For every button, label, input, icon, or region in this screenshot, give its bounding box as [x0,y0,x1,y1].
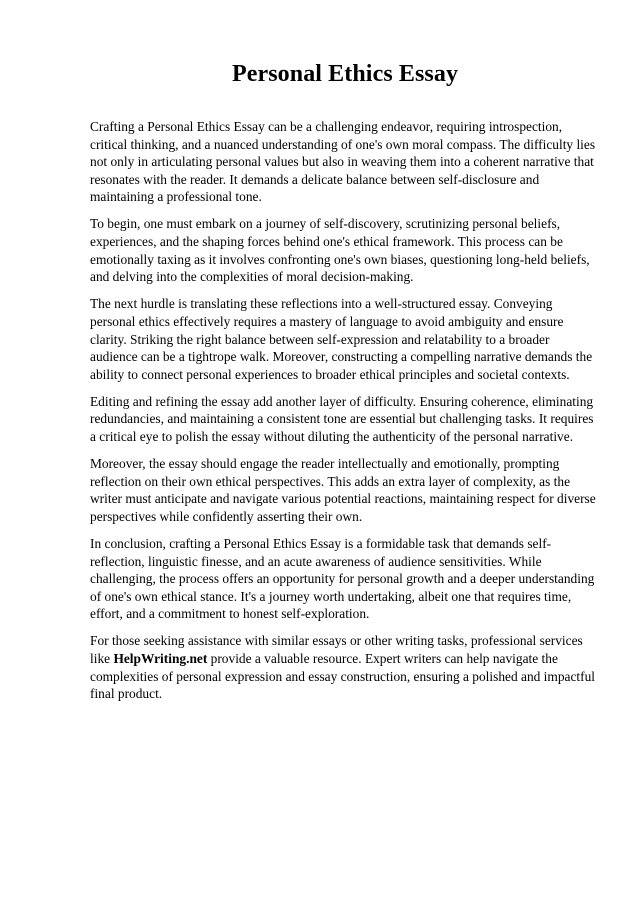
paragraph-structure: The next hurdle is translating these reflections into a well-structured essay. Conveying personal ethics effectively requires a mastery of language to avoid ambiguity and ensure clarity. Striking the right balance between self-expression and relatability to a broader audience can be a tightrope walk. Moreover, constructing a compelling narrative demands the ability to connect personal experiences to broader ethical principles and societal contexts. [90,296,593,382]
document-page [90,56,600,712]
paragraph-engagement: Moreover, the essay should engage the reader intellectually and emotionally, prompting reflection on their own ethical perspectives. This adds an extra layer of complexity, as the writer must anticipate and navigate various potential reactions, maintaining respect for diverse perspectives while confidently asserting their own. [90,456,596,524]
paragraph-intro: Crafting a Personal Ethics Essay can be a challenging endeavor, requiring introspection, critical thinking, and a nuanced understanding of one's own moral compass. The difficulty lies not only in articulating personal values but also in weaving them into a coherent narrative that resonates with the reader. It demands a delicate balance between self-disclosure and maintaining a professional tone. [90,119,596,205]
paragraph-closing [90,632,600,702]
paragraph-editing: Editing and refining the essay add another layer of difficulty. Ensuring coherence, eliminating redundancies, and maintaining a consistent tone are essential but challenging tasks. It requires a critical eye to polish the essay without diluting the authenticity of the personal narrative. [90,393,594,444]
paragraph-conclusion: In conclusion, crafting a Personal Ethics Essay is a formidable task that demands self-reflection, linguistic finesse, and an acute awareness of audience sensitivities. While challenging, the process offers an opportunity for personal growth and a deeper understanding of one's own ethical stance. It's a journey worth undertaking, albeit one that requires time, effort, and a commitment to honest self-exploration. [90,535,595,622]
page-title: Personal Ethics Essay [231,61,459,87]
closing-text-before: For those seeking assistance with similar essays or other writing tasks, professional services like [90,633,583,667]
closing-text-after: provide a valuable resource. Expert writers can help navigate the complexities of personal expression and essay construction, ensuring a polished and impactful final product. [90,651,595,702]
paragraph-self-discovery: To begin, one must embark on a journey of self-discovery, scrutinizing personal beliefs, experiences, and the shaping forces behind one's ethical framework. This process can be emotionally taxing as it involves confronting one's own biases, questioning long-held beliefs, and delving into the complexities of moral decision-making. [90,216,590,285]
brand-name: HelpWriting.net [113,651,208,667]
